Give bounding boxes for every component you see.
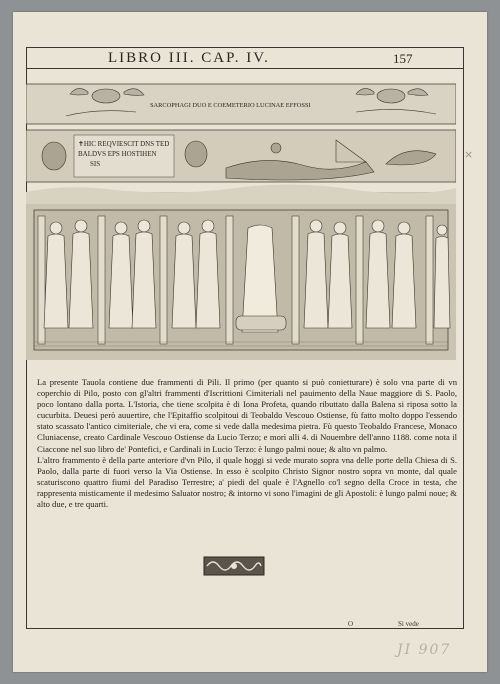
signature-mark: O <box>348 620 354 628</box>
paragraph-1: La presente Tauola contiene due frammenti di Pili. Il primo (per quanto si può conietturare) è solo vna parte di vn coperchio di Pilo, posto con gl'altri frammenti d'Iscrittioni Cimiteriali nel pauimento della Naue maggiore di S. Paolo, poco lontano dalla porta. L'Istoria, che tiene scolpita è di Iona Profeta, quando ributtato dalla Balena si riposa sotto la cucurbita. Deuesi però auuertire, che l'Epitaffio scolpitoui di Teobaldo Vescouo Ostiense, fù fatto molto doppo l'essendo stato scassato l'antico cimiteriale, che vi era, come si vede dalla medesima pietra. Fù questo Teobaldo Francese, Monaco Cluniacense, creato Cardinale Vescouo Ostiense da Lucio Terzo; e morì alli 4. di Nouembre dell'anno 1188. come nota il Ciaccone nel suo libro de' Pontefici, e Cardinali in Lucio Terzo: è lungo palmi noue; & alto vn palmo. <box>37 377 457 454</box>
plate-inscription: SARCOPHAGI DUO E COEMETERIO LUCINAE EFFOSSI <box>150 102 311 109</box>
catchword: Si vede <box>398 620 419 628</box>
epitaph-line-1: ✝HIC REQVIESCIT DNS TED <box>78 140 170 148</box>
page-number: 157 <box>393 51 413 66</box>
header-rule <box>26 68 464 69</box>
tailpiece-ornament <box>203 556 265 576</box>
engraved-plate <box>26 80 456 360</box>
margin-mark: × <box>464 148 474 161</box>
epitaph-line-2: BALDVS EPS HOSTIHEN <box>78 150 157 158</box>
epitaph-line-3: SIS <box>90 160 101 168</box>
handwritten-shelfmark: JI 907 <box>397 642 452 658</box>
commentary-text <box>37 377 457 510</box>
paragraph-2: L'altro frammento è della parte anteriore d'vn Pilo, il quale hoggi si vede murato sopra vna delle porte della Chiesa di S. Paolo, dalla parte di fuori verso la Via Ostiense. In esso è scolpito Christo Signor nostro sopra vn monte, dal quale scaturiscono quattro fiumi del Paradiso Terrestre; a' piedi del quale è l'Agnello co'l segno della Croce in testa, che rappresenta misticamente il medesimo Saluator nostro; & intorno vi sono l'imagini de gli Apostoli: è lungo palmi noue; & alto due, e tre quarti. <box>37 454 457 510</box>
plate-illustration <box>26 80 456 360</box>
chapter-title: LIBRO III. CAP. IV. <box>108 50 270 66</box>
